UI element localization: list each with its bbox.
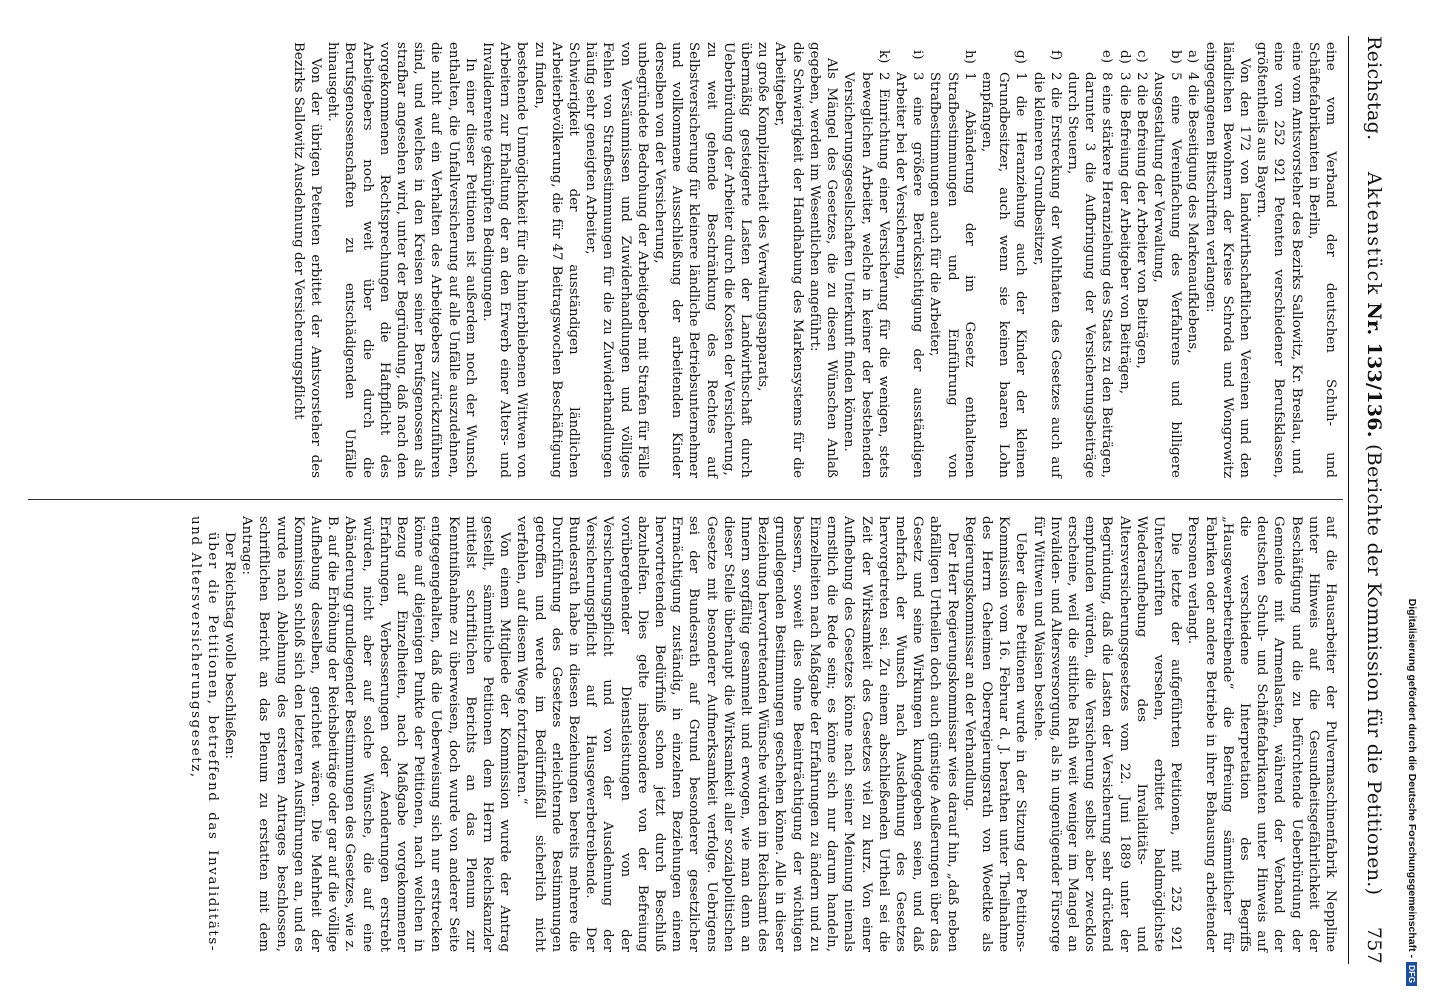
demand-item: a)4 die Beseitigung des Markenaufklebens,	[1185, 50, 1201, 354]
demand-item: f)2 die Erstreckung der Wohlthaten des Gesetzes auch auf die kleineren Grundbesitzer,	[1030, 50, 1063, 478]
left-paragraph-7: Von der übrigen Petenten erbittet der Amtsvorsteher des Bezirks Sallowitz Ausdehnung der Versicherungspflicht	[290, 42, 324, 478]
left-paragraph-5: Als Mängel des Gesetzes, die zu diesen Wünschen Anlaß gegeben, werden im Wesentlichen angeführt:	[806, 42, 840, 478]
demands-list	[840, 42, 1201, 478]
defect-item: unbegründete Bedrohung der Arbeitgeber mit Strafen für Fälle von Versäumnissen und Zuwiderhandlungen und völliges Fehlen von Strafbestimmungen für die zu Zuwiderhandlungen häufig sehr geneigten Arbeiter,	[583, 42, 650, 478]
right-paragraph-5: Von einem Mitgliede der Kommission wurde der Antrag gestellt, sämmtliche Petitionen dem Herrn Reichskanzler mittelst schriftlichen Berichts an das Plenum zur Kenntnißnahme zu überweisen, doch wurde von anderer Seite entgegengehalten, daß die Ueberweisung sich nur erstrecken könne auf diejenigen Punkte der Petitionen, nach welchen in Bezug auf Einzelheiten, nach Maßgabe vorgekommener Erfahrungen, Verbesserungen oder Aenderungen erstrebt würden, nicht aber auf solche Wünsche, die auf eine Abänderung grundlegender Bestimmungen des Gesetzes, wie z. B. auf die Erhöhung der Reichsbeiträge oder gar auf die völlige Aufhebung desselben, gerichtet wären. Die Mehrheit der Kommission schloß sich den letzteren Ausführungen an, und es wurde nach Ablehnung des ersteren Antrages beschlossen, schriftlichen Bericht an das Plenum zu erstatten mit dem Antrage:	[239, 516, 513, 952]
right-paragraph-1: auf die Hausarbeiter der Pulvermaschinenfabrik Neppline unter Hinweis auf die Gesundheitsgefährlichkeit der Beschäftigung und die zu befürchtende Ueberbürdung der Gemeinde mit Armenlasten, während der Verband der deutschen Schuh- und Schäftefabrikanten unter Hinweis auf die verschiedene Interpretation des Begriffs „Hausgewerbetreibende“ die Befreiung sämmtlicher für Fabriken oder andere Betriebe in ihrer Behausung arbeitender Personen verlangt.	[1185, 516, 1338, 952]
header-rule	[1348, 36, 1349, 964]
demand-item: e)8 eine stärkere Heranziehung des Staats zu den Beiträgen, darunter 3 die Aufbringung der Versicherungsbeiträge durch Steuern,	[1064, 50, 1115, 478]
dfg-logo: DFG	[1406, 962, 1417, 986]
left-paragraph-4: Von den 172 von landwirthschaftlichen Vereinen und den ländlichen Bewohnern der Kreise Schroda und Wongrowitz eingegangenen Bittschriften verlangen:	[1202, 42, 1252, 478]
left-column	[290, 42, 1339, 478]
defect-item: zu weit gehende Beschränkung des Rechtes auf Selbstversicherung für kleinere ländliche Betriebsunternehmer und vollkommene Ausschließung der arbeitenden Kinder derselben von der Versicherung,	[652, 42, 719, 478]
left-paragraph-2: eine vom Amtsvorsteher des Bezirks Sallowitz, Kr. Breslau, und	[1288, 42, 1304, 475]
credit-text	[1397, 0, 1427, 1000]
page-number: 757	[1363, 926, 1385, 964]
defect-item: die Schwierigkeit der Handhabung des Markensystems für die Arbeitgeber,	[772, 42, 805, 478]
demand-item: h)1 Abänderung der im Gesetz enthaltenen Strafbestimmungen und Einführung von Strafbestimmungen auch für die Arbeiter,	[927, 50, 977, 478]
header-center-prefix: Aktenstück	[1363, 171, 1385, 297]
header-center-number: Nr. 133/136.	[1363, 302, 1385, 438]
demand-item: k)2 Einrichtung einer Versicherung für die wenigen, stets beweglichen Arbeiter, welche in keiner der bestehenden Versicherungsgesellschaften Unterkunft finden können.	[841, 50, 891, 478]
defect-item: bestehende Unmöglichkeit für die hinterbliebenen Wittwen von Arbeitern zur Erhaltung der an den Erwerb einer Alters- und Invalidenrente geknüpften Bedingungen.	[480, 42, 530, 478]
left-paragraph-1: eine vom Verband der deutschen Schuh- und Schäftefabrikanten in Berlin,	[1305, 42, 1338, 478]
demand-item: g)1 die Heranziehung auch der Kinder der kleinen Grundbesitzer, auch wenn sie keinen baaren Lohn empfangen,	[978, 50, 1029, 478]
demand-item: c)2 die Befreiung der Arbeiter von Beiträgen,	[1133, 50, 1149, 369]
left-paragraph-3: eine von 252 921 Petenten verschiedener Berufsklassen, größtentheils aus Bayern.	[1254, 42, 1287, 478]
right-paragraph-4: Der Herr Regierungskommissar wies darauf hin, „daß neben abfälligen Urtheilen doch auch günstige Aeußerungen über das Gesetz und seine Wirkungen kundgegeben seien, und daß mehrfach der Wunsch nach Ausdehnung des Gesetzes hervorgetreten sei. Zu einem abschließenden Urtheil sei die Zeit der Wirksamkeit des Gesetzes viel zu kurz. Von einer Aufhebung des Gesetzes könne nach seiner Meinung niemals ernstlich die Rede sein; es könne sich nur darum handeln, Einzelheiten nach Maßgabe der Erfahrungen zu ändern und zu bessern, soweit dies ohne Beeinträchtigung der wichtigen grundlegenden Bestimmungen geschehen könne. Alle in dieser Beziehung hervortretenden Wünsche würden im Reichsamt des Innern sorgfältig gesammelt und erwogen, wie man denn an dieser Stelle überhaupt die Wirksamkeit aller sozialpolitischen Gesetze mit besonderer Aufmerksamkeit verfolge. Uebrigens sei der Bundesrath auf Grund besonderer gesetzlicher Ermächtigung zuständig, in einzelnen Beziehungen einem hervortretenden Bedürfniß schon jetzt durch Beschluß abzuhelfen. Dies gelte insbesondere von der Befreiung vorübergehender Dienstleistungen von der Versicherungspflicht und von der Ausdehnung der Versicherungspflicht auf Hausgewerbetreibende. Der Bundesrath habe in diesen Beziehungen bereits mehrere die Durchführung des Gesetzes erleichternde Bestimmungen getroffen und werde im Bedürfnißfall sicherlich nicht verfehlen, auf diesem Wege fortzufahren.“	[514, 516, 960, 952]
digitization-credit	[1397, 0, 1427, 1000]
demand-item: i)3 eine größere Berücksichtigung der ausständigen Arbeiter bei der Versicherung,	[892, 50, 926, 478]
running-head	[1351, 36, 1385, 964]
left-paragraph-6: In einer dieser Petitionen ist außerdem noch der Wunsch enthalten, die Unfallversicherung auf alle Unfälle auszudehnen, die nicht auf ein Verhalten des Arbeitgebers zurückzuführen sind, und welches in den Kreisen seiner Berufsgenossen als strafbar angesehen wird, unter der Begründung, daß nach den vorgekommenen Rechtsprechungen die Haftpflicht des Arbeitgebers noch weit über die durch die Berufsgenossenschaften zu entschädigenden Unfälle hinausgeht.	[325, 42, 478, 478]
resolution-heading: Der Reichstag wolle beschließen:	[222, 532, 237, 760]
resolution-text: über die Petitionen, betreffend das Invaliditäts- und Altersversicherungsgesetz,	[187, 516, 220, 952]
right-paragraph-3: Ueber diese Petitionen wurde in der Sitzung der Petitions-Kommission vom 16. Februar d. J. berathen unter Theilnahme des Herrn Geheimen Oberregierungsrath von Woedtke als Regierungskommissar an der Verhandlung.	[961, 516, 1029, 952]
header-center-suffix: (Berichte der Kommission für die Petitionen.)	[1363, 444, 1385, 896]
defect-item: Schwierigkeit der ausständigen ländlichen Arbeiterbevölkerung, die für 47 Beitragswochen Beschäftigung zu finden,	[531, 42, 582, 478]
credit-label: Digitalisierung gefördert durch die Deutsche Forschungsgemeinschaft -	[1406, 598, 1418, 959]
header-left: Reichstag.	[1363, 36, 1385, 141]
column-divider	[28, 499, 1343, 500]
right-column	[186, 516, 1339, 952]
demand-item: d)3 die Befreiung der Arbeitgeber von Beiträgen,	[1116, 50, 1132, 394]
defect-item: übermäßig gesteigerte Lasten der Landwirthschaft durch Ueberbürdung der Arbeiter durch die Kosten der Versicherung,	[720, 42, 754, 478]
right-paragraph-2: Die letzte der aufgeführten Petitionen, mit 252 921 Unterschriften versehen, erbittet baldmöglichste Wiederaufhebung des Invaliditäts- und Altersversicherungsgesetzes vom 22. Juni 1889 unter der Begründung, daß die Lasten der Versicherung sehr drückend empfunden würden, die Versicherung selbst aber zwecklos erscheine, weil die sittliche Rath weit weniger im Mangel an Invaliden- und Altersversorgung, als in ungenügender Fürsorge für Wittwen und Waisen bestehe.	[1030, 516, 1184, 952]
defect-item: zu große Kompliziertheit des Verwaltungsapparats,	[755, 42, 771, 392]
demand-item: b)5 eine Vereinfachung des Verfahrens und billigere Ausgestaltung der Verwaltung,	[1150, 50, 1184, 478]
header-center	[1363, 140, 1385, 926]
